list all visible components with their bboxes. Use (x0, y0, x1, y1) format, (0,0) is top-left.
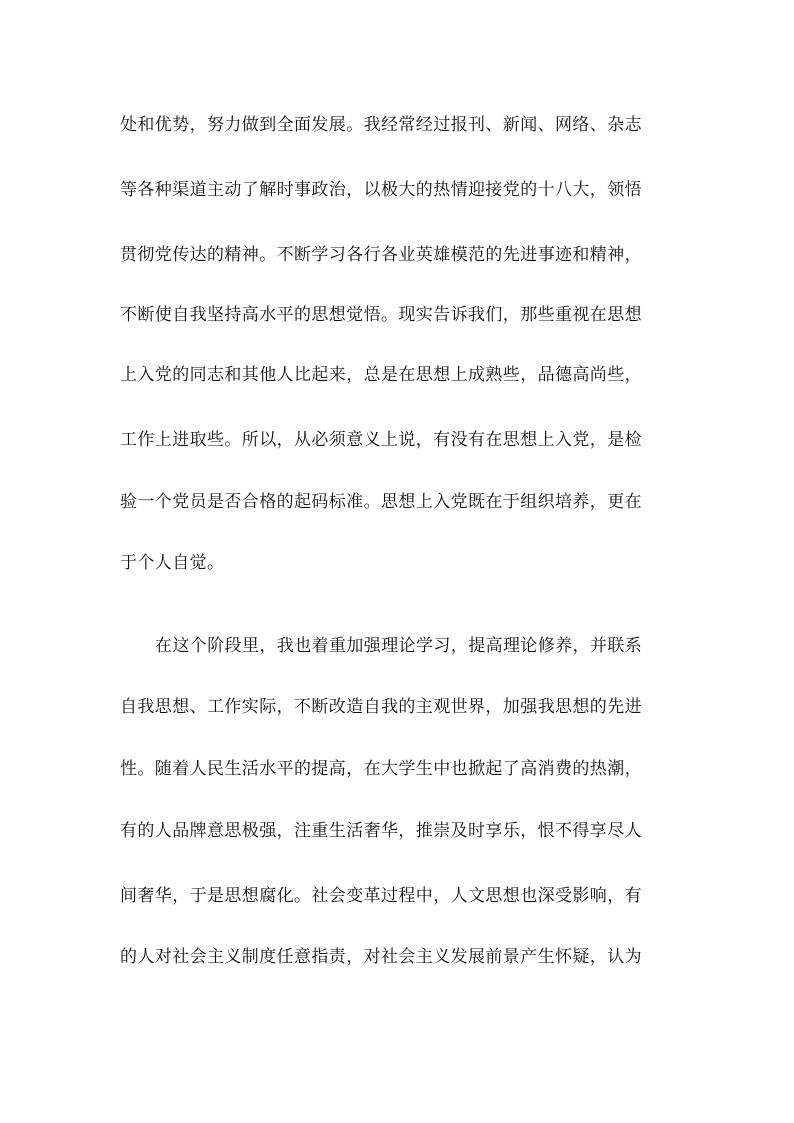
paragraph-2-line-5: 间奢华，于是思想腐化。社会变革过程中，人文思想也深受影响，有 (120, 886, 642, 906)
paragraph-2-line-4: 有的人品牌意思极强，注重生活奢华，推崇及时享乐，恨不得享尽人 (120, 821, 642, 841)
paragraph-1-line-8: 于个人自觉。 (120, 553, 225, 573)
paragraph-2-line-2: 自我思想、工作实际，不断改造自我的主观世界，加强我思想的先进 (120, 697, 642, 717)
paragraph-1-line-4: 不断使自我坚持高水平的思想觉悟。现实告诉我们，那些重视在思想 (120, 305, 642, 325)
paragraph-1-line-7: 验一个党员是否合格的起码标准。思想上入党既在于组织培养，更在 (120, 492, 642, 512)
paragraph-1-line-6: 工作上进取些。所以，从必须意义上说，有没有在思想上入党，是检 (120, 430, 642, 450)
paragraph-1-line-1: 处和优势，努力做到全面发展。我经常经过报刊、新闻、网络、杂志 (120, 115, 642, 135)
paragraph-1-line-5: 上入党的同志和其他人比起来，总是在思想上成熟些，品德高尚些， (120, 365, 642, 385)
paragraph-1-line-2: 等各种渠道主动了解时事政治，以极大的热情迎接党的十八大，领悟 (120, 180, 642, 200)
paragraph-2-line-3: 性。随着人民生活水平的提高，在大学生中也掀起了高消费的热潮， (120, 759, 642, 779)
paragraph-2-line-6: 的人对社会主义制度任意指责，对社会主义发展前景产生怀疑，认为 (120, 947, 642, 967)
paragraph-2-line-1: 在这个阶段里，我也着重加强理论学习，提高理论修养，并联系 (155, 636, 643, 656)
paragraph-1-line-3: 贯彻党传达的精神。不断学习各行各业英雄模范的先进事迹和精神， (120, 245, 642, 265)
